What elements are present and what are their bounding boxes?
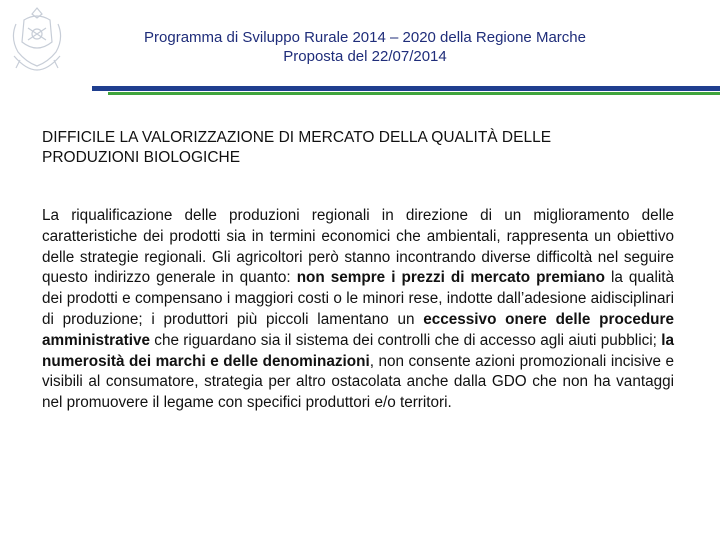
bold-segment: eccessivo onere delle procedure amministrative xyxy=(42,310,674,349)
text-segment: che riguardano sia il sistema dei controlli che di accesso agli aiuti pubblici; xyxy=(149,331,662,349)
section-title xyxy=(42,128,682,168)
bold-segment: non sempre i prezzi di mercato premiano xyxy=(296,269,605,287)
header-title: Programma di Sviluppo Rurale 2014 – 2020 della Regione Marche xyxy=(144,29,586,46)
text-segment: La riqualificazione delle produzioni regionali in direzione di un miglioramento delle caratteristiche dei prodotti sia in termini economici che ambientali, rappresenta un obiettivo delle strategie regionali. Gli agricoltori però stanno incontrando diverse difficoltà nel seguire questo indirizzo generale in quanto: xyxy=(42,207,674,287)
header-rule-green xyxy=(108,92,720,95)
header-subtitle: Proposta del 22/07/2014 xyxy=(283,48,447,65)
header-rule-blue xyxy=(92,86,720,91)
body-paragraph xyxy=(42,206,674,414)
regional-emblem-icon xyxy=(6,4,68,74)
text-segment: , non consente azioni promozionali incisive e visibili al consumatore, strategia per altro ostacolata anche dalla GDO che non ha vantaggi nel promuovere il legame con specifici produttori e/o territori. xyxy=(42,352,674,412)
section-title-line2: PRODUZIONI BIOLOGICHE xyxy=(42,149,241,166)
text-segment: la qualità dei prodotti e compensano i maggiori costi o le minori rese, indotte dall’adesione aidisciplinari di produzione; i produttori più piccoli lamentano un xyxy=(42,269,674,328)
bold-segment: la numerosità dei marchi e delle denominazioni xyxy=(42,331,674,370)
section-title-line1: DIFFICILE LA VALORIZZAZIONE DI MERCATO DELLA QUALITÀ DELLE xyxy=(42,129,552,146)
